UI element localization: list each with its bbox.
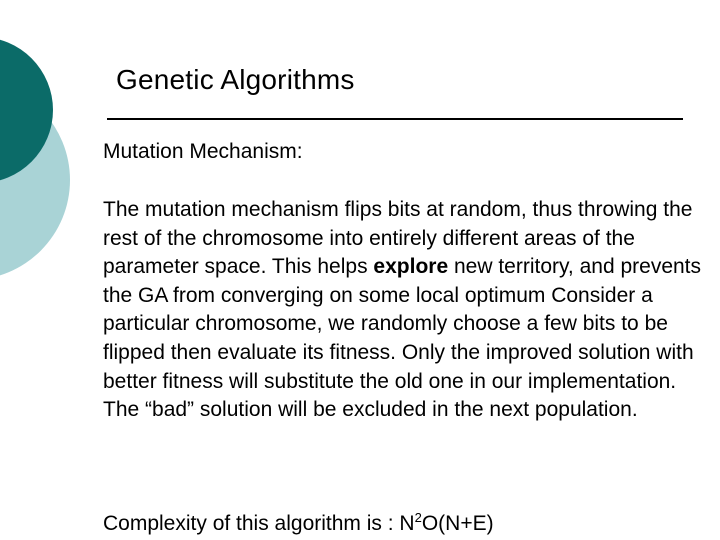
slide-title: Genetic Algorithms <box>116 64 355 95</box>
body-bold-word: explore <box>373 255 449 279</box>
body-paragraph <box>103 196 713 425</box>
body-text-end: new territory, and prevents the GA from converging on some local optimum Consider a particular chromosome, we randomly choose a few bits to be flipped then evaluate its fitness. Only the improved solution with better fitness will substitute the old one in our implementation. The “bad” solution will be excluded in the next population. <box>103 255 702 422</box>
complexity-line <box>103 512 494 536</box>
complexity-superscript: 2 <box>414 510 422 525</box>
complexity-suffix: O(N+E) <box>421 512 494 535</box>
complexity-prefix: Complexity of this algorithm is : N <box>103 512 415 535</box>
title-divider <box>107 118 683 120</box>
section-heading: Mutation Mechanism: <box>103 140 303 163</box>
body-text-start: The mutation mechanism flips bits at random, thus throwing the rest of the chromosome into entirely different areas of the parameter space. This helps <box>103 198 693 279</box>
decorative-teal-circles <box>0 0 120 300</box>
